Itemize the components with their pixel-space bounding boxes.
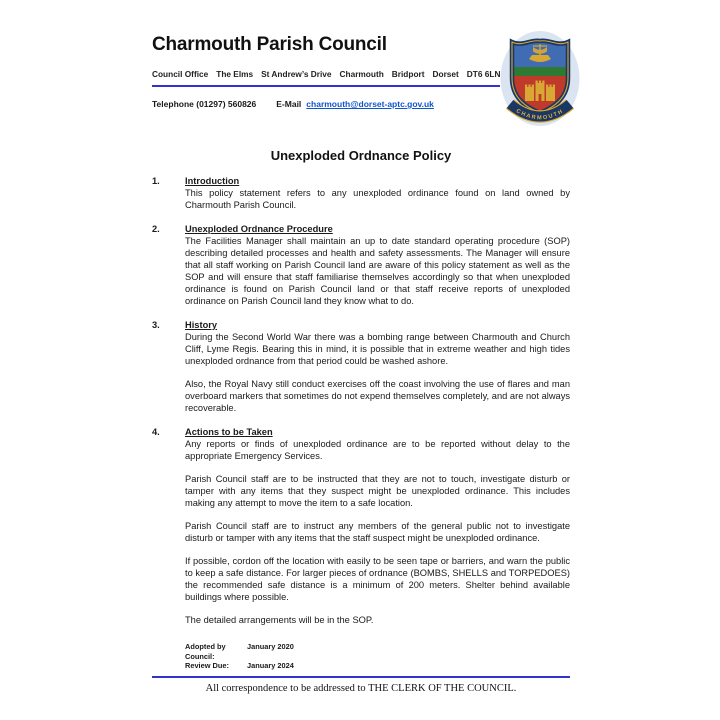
- policy-section: [152, 426, 570, 626]
- policy-section: [152, 175, 570, 211]
- crest-shield-icon: [500, 30, 580, 127]
- section-number: 4.: [152, 427, 160, 437]
- header-divider: [152, 85, 500, 87]
- section-number: 3.: [152, 320, 160, 330]
- section-paragraph: Parish Council staff are to instruct any members of the general public not to investigate disturb or tamper with any items that the staff suspect might be unexploded ordinance.: [185, 521, 570, 543]
- telephone-number: Telephone (01297) 560826: [152, 99, 257, 109]
- address-line: [152, 69, 500, 79]
- contact-line: [152, 99, 500, 109]
- section-paragraph: The detailed arrangements will be in the SOP.: [185, 615, 374, 625]
- section-number: 2.: [152, 224, 160, 234]
- section-heading: History: [185, 320, 218, 330]
- meta-value: January 2020: [247, 642, 294, 651]
- crest-banner-text: CHARMOUTH: [515, 108, 566, 122]
- email-link[interactable]: charmouth@dorset-aptc.gov.uk: [306, 99, 434, 109]
- section-paragraph: Any reports or finds of unexploded ordinance are to be reported without delay to the appropriate Emergency Services.: [185, 439, 570, 461]
- address-item: Council Office: [152, 69, 209, 79]
- council-crest: [500, 30, 580, 127]
- address-item: Dorset: [432, 69, 459, 79]
- meta-value: January 2024: [247, 661, 294, 670]
- section-paragraph: Also, the Royal Navy still conduct exercises off the coast involving the use of flares and man overboard markers that sometimes do not expend themselves completely, and are not always recoverable.: [185, 379, 570, 413]
- adoption-meta: [185, 642, 570, 671]
- section-heading: Introduction: [185, 176, 240, 186]
- email-label: E-Mail: [276, 99, 302, 109]
- address-item: The Elms: [216, 69, 254, 79]
- policy-section: [152, 223, 570, 307]
- policy-title: Unexploded Ordnance Policy: [270, 148, 452, 163]
- section-paragraph: Parish Council staff are to be instructed that they are not to touch, investigate disturb or tamper with any items that they suspect might be unexploded ordinance. This includes making any attempt to move the item to a safe location.: [185, 474, 570, 508]
- section-number: 1.: [152, 176, 160, 186]
- correspondence-note: All correspondence to be addressed to THE CLERK OF THE COUNCIL.: [205, 683, 517, 694]
- policy-section: [152, 319, 570, 414]
- section-paragraph: The Facilities Manager shall maintain an up to date standard operating procedure (SOP) describing detailed processes and health and safety assessments. The Manager will ensure that all staff working on Parish Council land are aware of this policy statement as well as the SOP and will ensure that staff familiarise themselves accordingly so that when unexploded ordinance is found on Parish Council land or that staff receive reports of unexploded ordinance on Parish Council land they know what to do.: [185, 236, 570, 306]
- org-title: Charmouth Parish Council: [152, 34, 387, 55]
- address-item: St Andrew’s Drive: [261, 69, 332, 79]
- section-paragraph: If possible, cordon off the location with easily to be seen tape or barriers, and warn the public to keep a safe distance. For larger pieces of ordnance (BOMBS, SHELLS and TORPEDOES) the recommended safe distance is a minimum of 200 meters. Shelter behind available buildings where possible.: [185, 556, 570, 602]
- section-paragraph: During the Second World War there was a bombing range between Charmouth and Church Cliff, Lyme Regis. Bearing this in mind, it is possible that in extreme weather and high tides unexploded ordnance from that period could be washed ashore.: [185, 332, 570, 366]
- section-paragraph: This policy statement refers to any unexploded ordinance found on land owned by Charmouth Parish Council.: [185, 188, 570, 210]
- section-heading: Unexploded Ordnance Procedure: [185, 224, 333, 234]
- footer-divider: [152, 676, 570, 678]
- meta-row: [185, 661, 570, 671]
- meta-row: [185, 642, 570, 661]
- address-item: Bridport: [391, 69, 425, 79]
- policy-sections: [152, 175, 570, 626]
- meta-label: Review Due:: [185, 661, 229, 670]
- address-item: DT6 6LN: [466, 69, 501, 79]
- meta-label: Adopted by Council:: [185, 642, 226, 661]
- page-footer: [152, 676, 570, 694]
- letterhead: [152, 34, 570, 127]
- address-item: Charmouth: [339, 69, 384, 79]
- section-heading: Actions to be Taken: [185, 427, 273, 437]
